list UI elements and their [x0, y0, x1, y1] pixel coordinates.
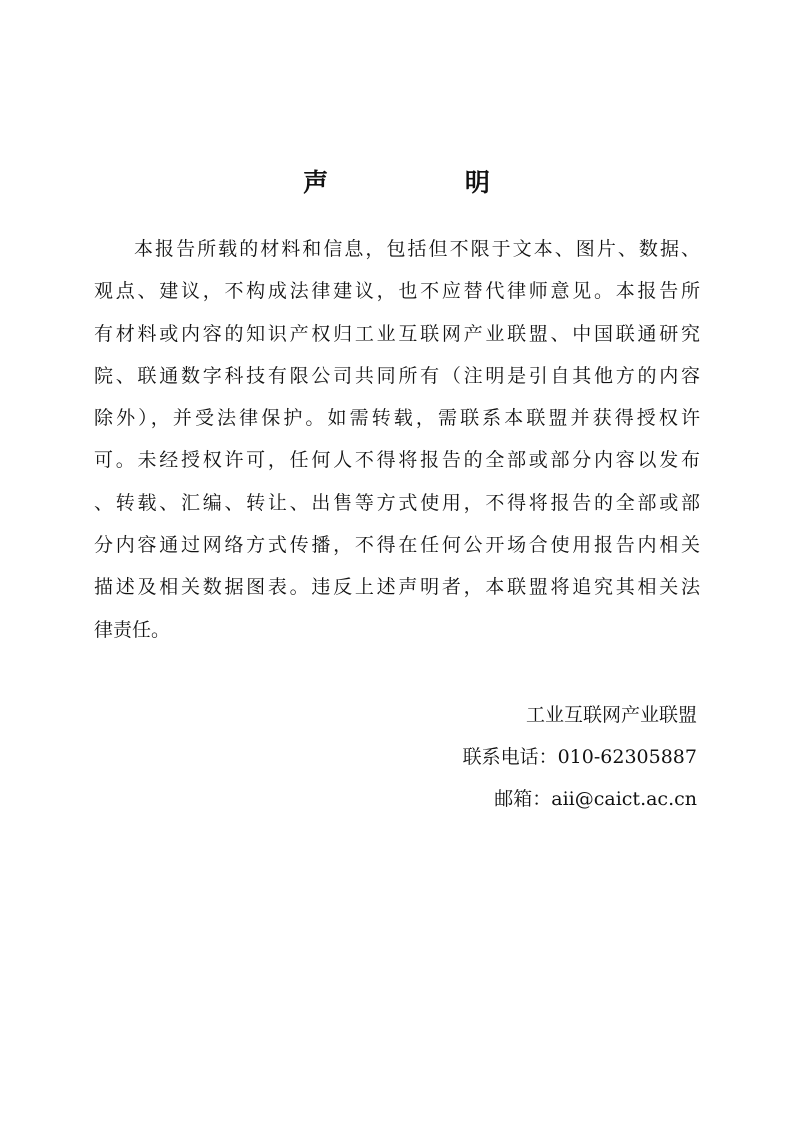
contact-email: 邮箱：aii@caict.ac.cn [494, 788, 697, 810]
paragraph-line: 观点、建议，不构成法律建议，也不应替代律师意见。本报告所 [94, 280, 700, 303]
paragraph-line: 除外），并受法律保护。如需转载，需联系本联盟并获得授权许 [94, 407, 700, 430]
paragraph-line: 、转载、汇编、转让、出售等方式使用，不得将报告的全部或部 [94, 491, 700, 514]
paragraph-line: 有材料或内容的知识产权归工业互联网产业联盟、中国联通研究 [94, 322, 700, 345]
signature-block [463, 694, 697, 820]
statement-paragraph [94, 228, 700, 651]
page-title: 声 明 [303, 168, 554, 197]
paragraph-line: 本报告所载的材料和信息，包括但不限于文本、图片、数据、 [134, 238, 700, 260]
contact-phone: 联系电话：010-62305887 [462, 746, 697, 768]
paragraph-line: 律责任。 [94, 618, 171, 641]
paragraph-line: 描述及相关数据图表。违反上述声明者，本联盟将追究其相关法 [94, 576, 700, 599]
organization-name: 工业互联网产业联盟 [525, 704, 697, 726]
paragraph-line: 可。未经授权许可，任何人不得将报告的全部或部分内容以发布 [94, 449, 700, 472]
paragraph-line: 分内容通过网络方式传播，不得在任何公开场合使用报告内相关 [94, 534, 700, 557]
paragraph-line: 院、联通数字科技有限公司共同所有（注明是引自其他方的内容 [94, 364, 700, 387]
